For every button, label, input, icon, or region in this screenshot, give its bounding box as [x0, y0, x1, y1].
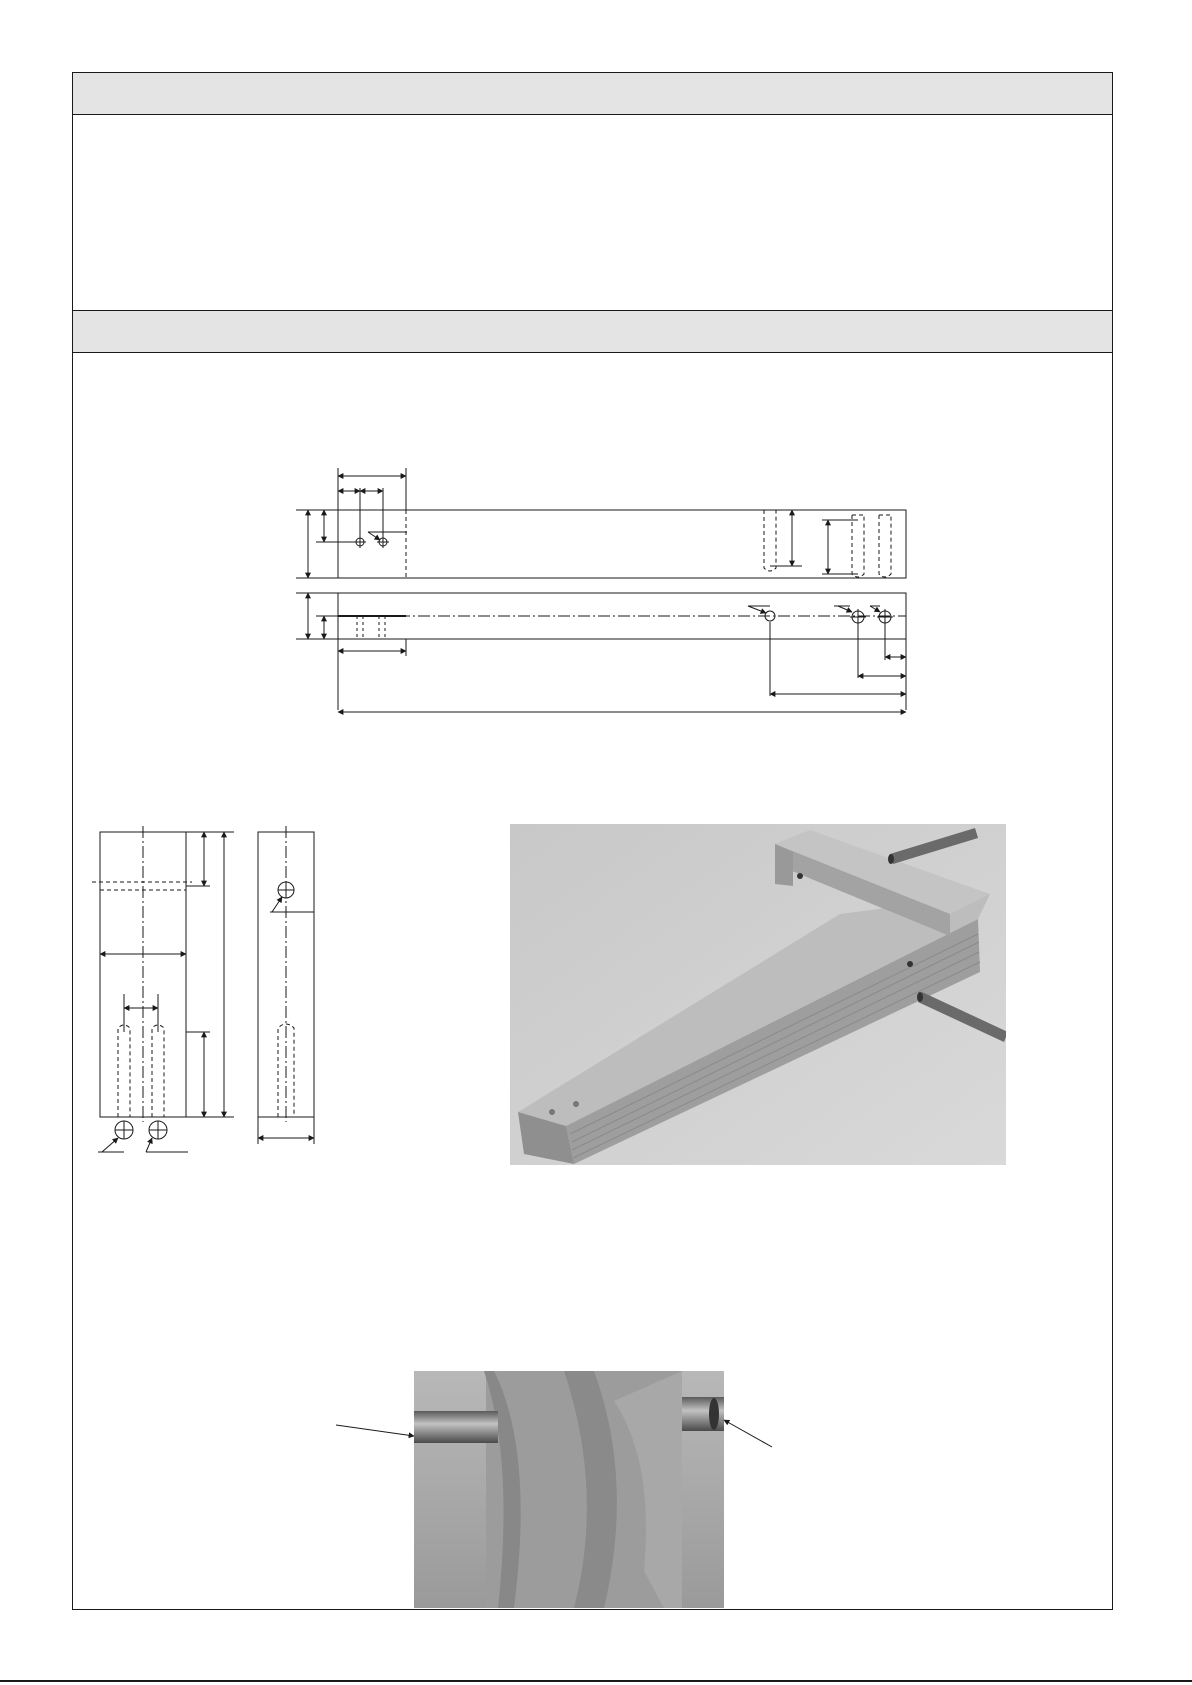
plan-view-outline	[338, 510, 906, 578]
end-piece-technical-drawing	[88, 822, 338, 1158]
header-band	[73, 73, 1112, 115]
photo-closeup	[414, 1371, 724, 1608]
section-band	[73, 310, 1112, 353]
photo-assembly	[510, 824, 1006, 1165]
page-bottom-rule	[0, 1680, 1192, 1682]
rail-technical-drawing	[290, 460, 930, 725]
closeup-callouts	[330, 1410, 800, 1460]
